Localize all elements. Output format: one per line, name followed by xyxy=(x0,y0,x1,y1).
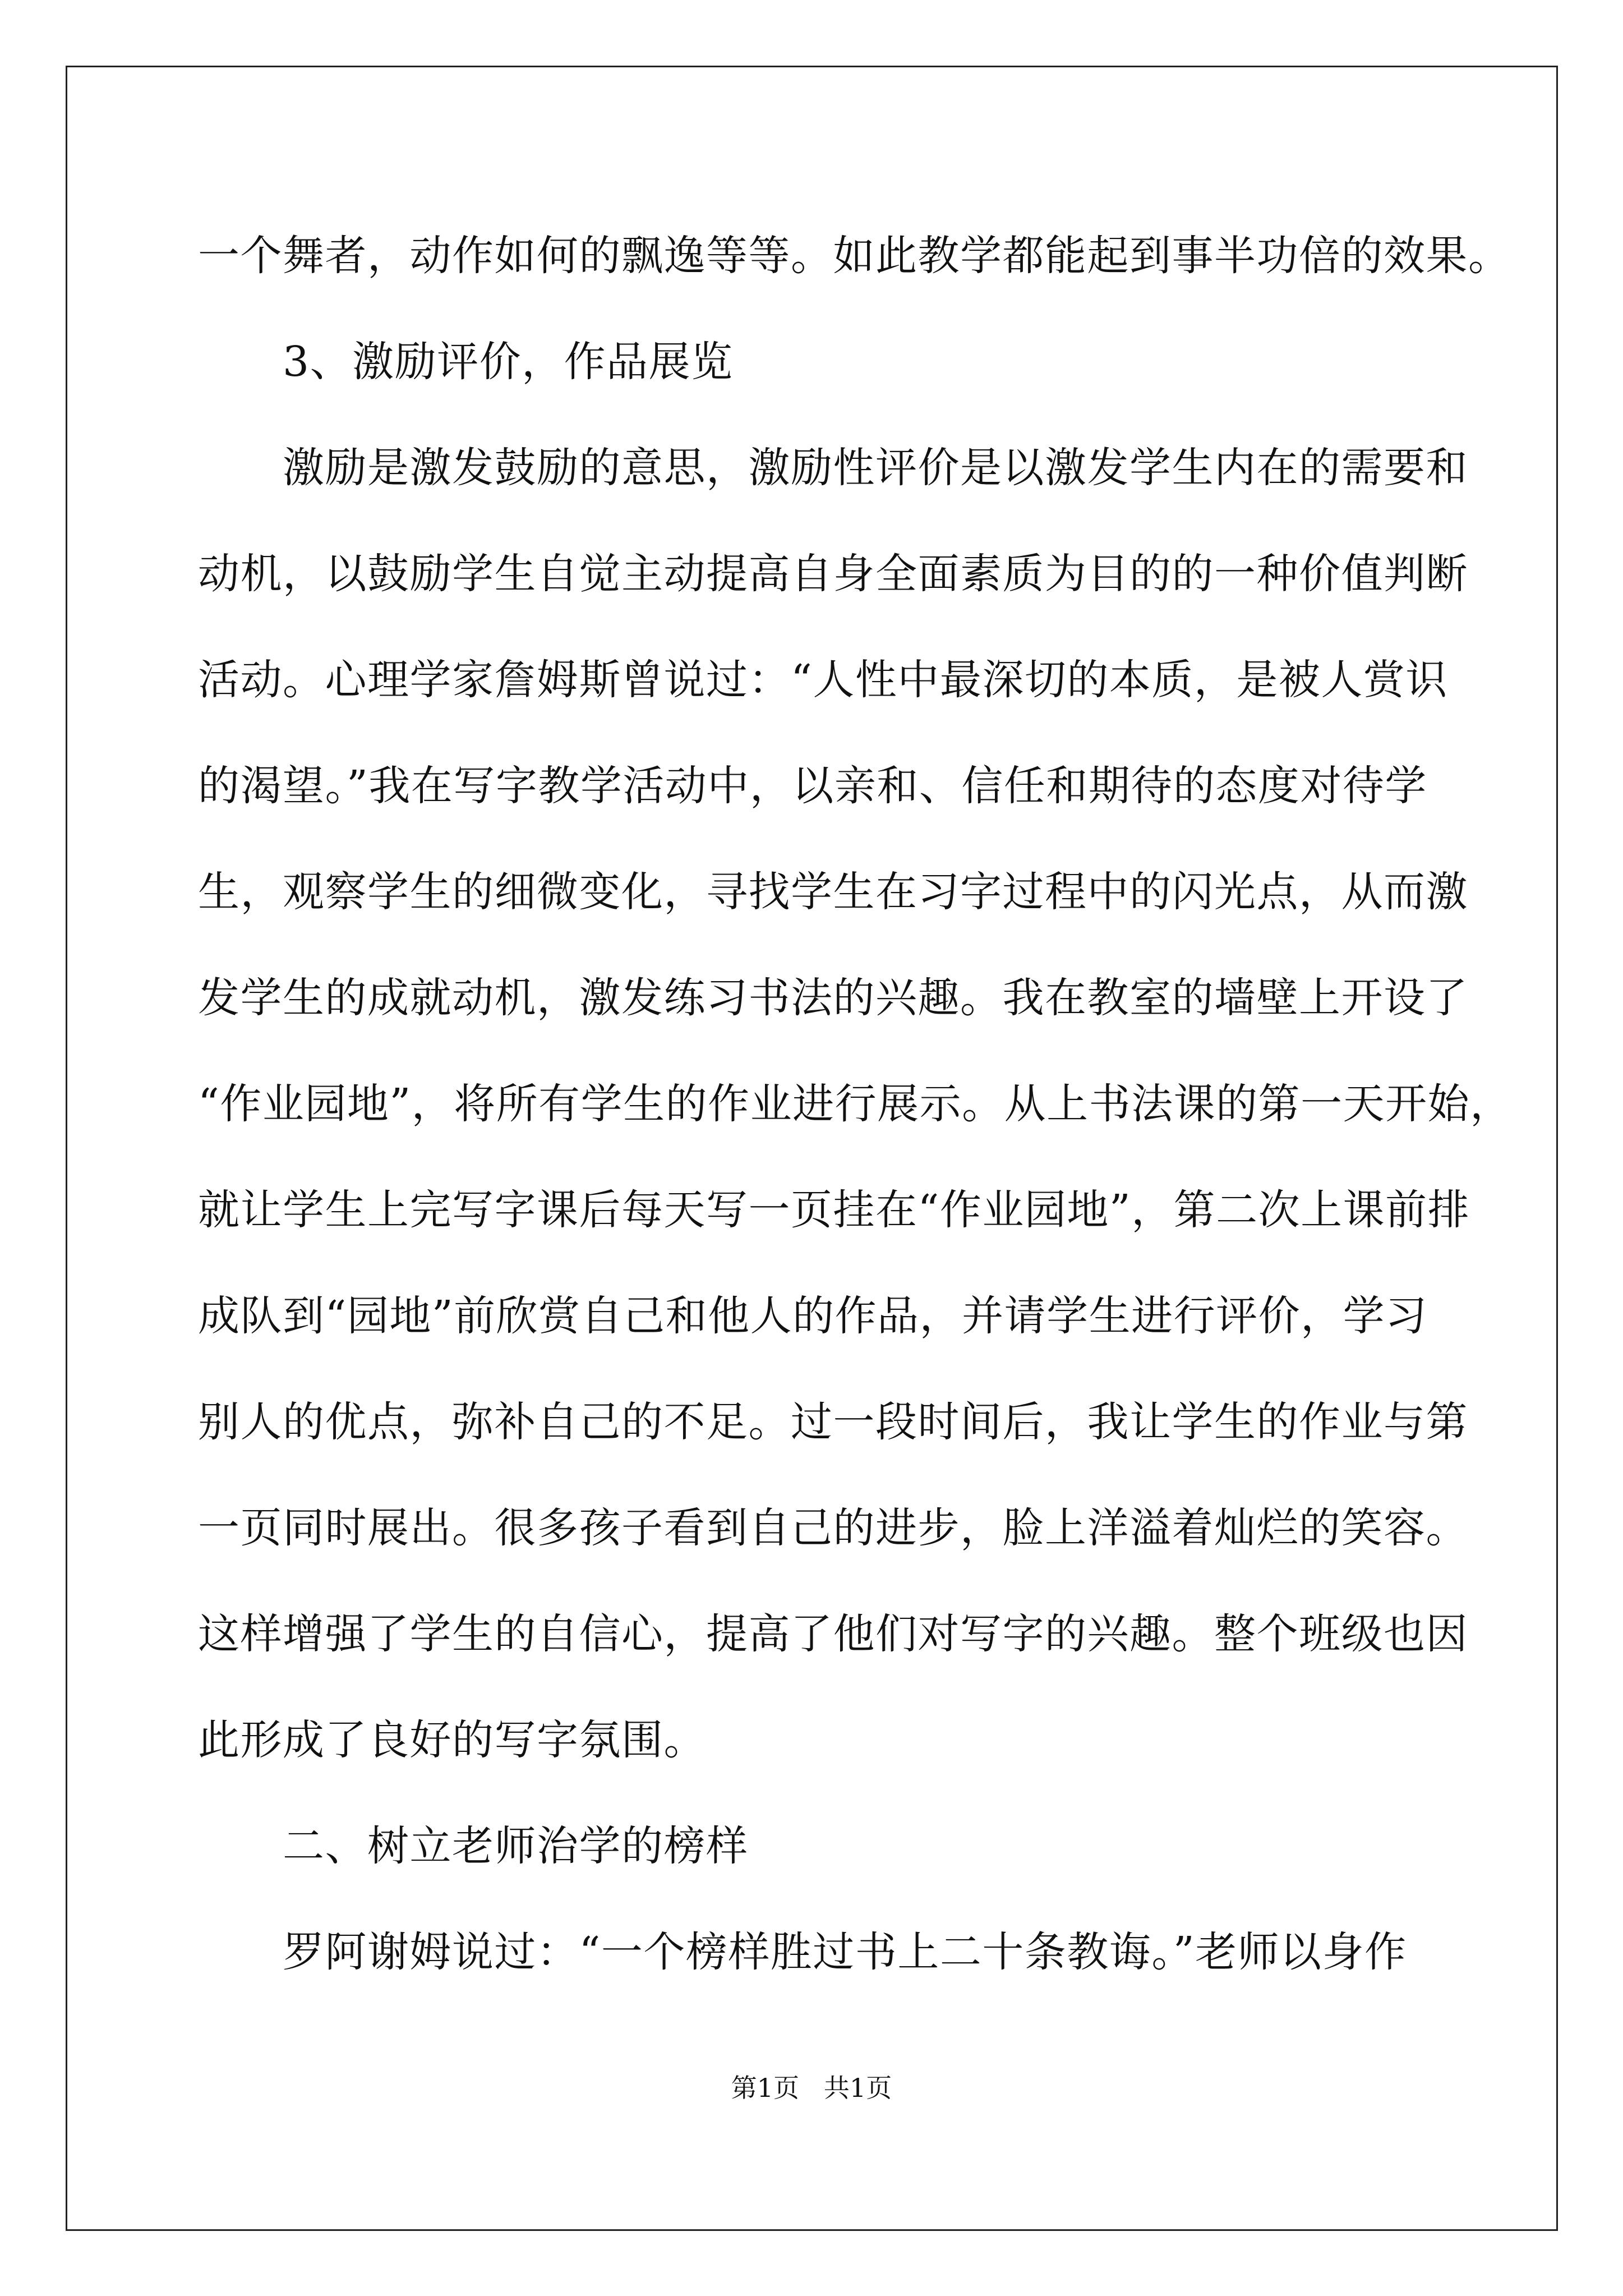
text-line: 发学生的成就动机，激发练习书法的兴趣。我在教室的墙壁上开设了 xyxy=(198,974,1468,1022)
text-line: 活动。心理学家詹姆斯曾说过：“人性中最深切的本质，是被人赏识 xyxy=(198,656,1448,704)
text-line: 罗阿谢姆说过：“一个榜样胜过书上二十条教诲。”老师以身作 xyxy=(198,1928,1407,1976)
section-heading: 3、激励评价，作品展览 xyxy=(198,338,734,386)
document-body xyxy=(198,203,1513,2005)
text-line: 一个舞者，动作如何的飘逸等等。如此教学都能起到事半功倍的效果。 xyxy=(198,232,1511,280)
page-footer: 第1页 共1页 xyxy=(731,2073,892,2103)
text-line: 别人的优点，弥补自己的不足。过一段时间后，我让学生的作业与第 xyxy=(198,1398,1468,1446)
section-heading: 二、树立老师治学的榜样 xyxy=(198,1822,749,1870)
text-line: 的渴望。”我在写字教学活动中，以亲和、信任和期待的态度对待学 xyxy=(198,762,1427,810)
text-line: 成队到“园地”前欣赏自己和他人的作品，并请学生进行评价，学习 xyxy=(198,1292,1428,1340)
text-line: 此形成了良好的写字氛围。 xyxy=(198,1716,706,1764)
text-line: 生，观察学生的细微变化，寻找学生在习字过程中的闪光点，从而激 xyxy=(198,868,1468,916)
text-line: 动机，以鼓励学生自觉主动提高自身全面素质为目的的一种价值判断 xyxy=(198,550,1468,598)
text-line: 就让学生上完写字课后每天写一页挂在“作业园地”，第二次上课前排 xyxy=(198,1186,1470,1234)
text-line: “作业园地”，将所有学生的作业进行展示。从上书法课的第一天开始， xyxy=(198,1080,1513,1128)
text-line: 这样增强了学生的自信心，提高了他们对写字的兴趣。整个班级也因 xyxy=(198,1610,1468,1658)
text-line: 一页同时展出。很多孩子看到自己的进步，脸上洋溢着灿烂的笑容。 xyxy=(198,1504,1468,1552)
text-line: 激励是激发鼓励的意思，激励性评价是以激发学生内在的需要和 xyxy=(198,444,1468,492)
